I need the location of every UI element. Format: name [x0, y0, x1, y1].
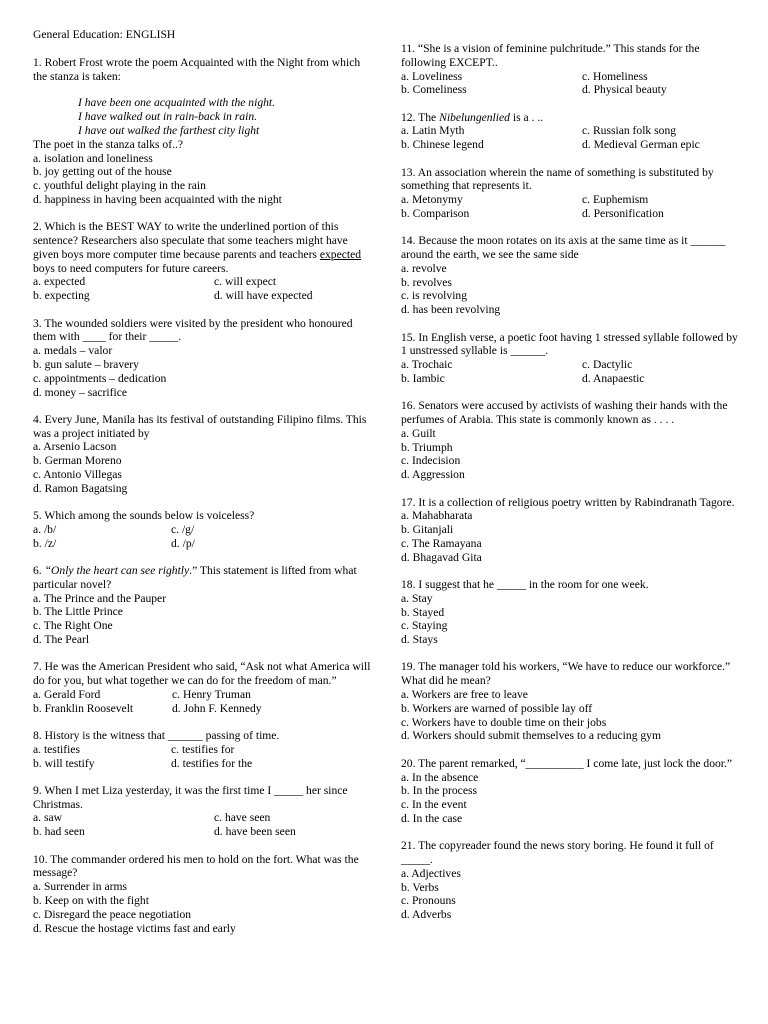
question-stem: 14. Because the moon rotates on its axis at the same time as it ______ around the earth, we see the same side [401, 234, 726, 262]
work-title: Nibelungenlied [439, 110, 510, 124]
option-d: d. Ramon Bagatsing [33, 481, 128, 495]
poem-line: I have out walked the farthest city light [78, 123, 260, 137]
option-d: d. Rescue the hostage victims fast and early [33, 921, 236, 935]
option-c: c. Euphemism [582, 193, 649, 207]
option-c: c. will expect [214, 275, 277, 289]
option-a: a. medals – valor [33, 344, 113, 358]
option-a: a. The Prince and the Pauper [33, 591, 167, 605]
option-c: c. Pronouns [401, 894, 456, 908]
option-d: d. Personification [582, 206, 664, 220]
option-a: a. isolation and loneliness [33, 151, 153, 165]
option-d: d. John F. Kennedy [172, 701, 262, 715]
question-20 [401, 757, 746, 826]
option-a: a. Adjectives [401, 866, 461, 880]
question-13 [401, 166, 746, 221]
question-15 [401, 331, 746, 386]
option-d: d. happiness in having been acquainted with the night [33, 192, 282, 206]
option-a: a. Surrender in arms [33, 880, 128, 894]
option-a: a. Arsenio Lacson [33, 440, 117, 454]
question-17 [401, 496, 746, 565]
question-stem: 17. It is a collection of religious poetry written by Rabindranath Tagore. [401, 495, 735, 509]
option-d: d. Bhagavad Gita [401, 550, 482, 564]
option-b: b. Franklin Roosevelt [33, 701, 134, 715]
question-stem: 8. History is the witness that ______ passing of time. [33, 728, 280, 742]
question-stem [401, 111, 746, 125]
question-8 [33, 729, 371, 770]
option-b: b. German Moreno [33, 454, 122, 468]
option-c: c. In the event [401, 798, 467, 812]
option-b: b. Stayed [401, 605, 445, 619]
option-a: a. testifies [33, 742, 81, 756]
option-a: a. In the absence [401, 770, 479, 784]
question-10 [33, 853, 371, 936]
question-stem: 6. “Only the heart can see rightly.” This statement is lifted from what particular novel? [33, 564, 357, 591]
poem-line: I have walked out in rain-back in rain. [78, 110, 258, 124]
options-grid [33, 811, 371, 839]
option-c: c. appointments – dedication [33, 371, 167, 385]
stem-part: 2. Which is the BEST WAY to write the underlined portion of this sentence? Researchers also speculate that some teachers might have given boys more computer time because parents and teachers [33, 220, 348, 261]
options-grid [33, 275, 371, 303]
option-a: a. saw [33, 811, 62, 825]
option-d: d. have been seen [214, 825, 296, 839]
option-b: b. gun salute – bravery [33, 357, 139, 371]
option-b: b. Comeliness [401, 83, 467, 97]
question-3 [33, 317, 371, 400]
option-c: c. /g/ [171, 522, 195, 536]
option-c: c. Henry Truman [172, 687, 251, 701]
quoted-statement: “Only the heart can see rightly [44, 564, 190, 577]
question-14 [401, 234, 746, 317]
option-b: b. Workers are warned of possible lay off [401, 701, 593, 715]
question-followup: The poet in the stanza talks of..? [33, 137, 184, 151]
option-d: d. Workers should submit themselves to a reducing gym [401, 729, 661, 743]
stem-part: boys to need computers for future careers. [33, 261, 229, 275]
stem-part: is a . .. [509, 110, 544, 124]
document-title: General Education: ENGLISH [33, 28, 176, 41]
option-b: b. will testify [33, 756, 95, 770]
option-c: c. Homeliness [582, 69, 648, 83]
left-column [33, 28, 371, 949]
question-stem: 13. An association wherein the name of something is substituted by something that represents it. [401, 165, 714, 193]
option-b: b. Gitanjali [401, 523, 454, 537]
option-b: b. The Little Prince [33, 605, 123, 619]
option-c: c. The Right One [33, 619, 113, 633]
option-d: d. Stays [401, 633, 438, 647]
right-column [401, 42, 746, 936]
option-a: a. Loveliness [401, 69, 463, 83]
option-b: b. had seen [33, 825, 85, 839]
options-grid [401, 193, 746, 221]
option-a: a. Mahabharata [401, 509, 473, 523]
option-d: d. Aggression [401, 468, 465, 482]
options-grid [401, 70, 746, 98]
question-stem: 9. When I met Liza yesterday, it was the first time I _____ her since Christmas. [33, 783, 348, 811]
option-a: a. Stay [401, 591, 433, 605]
poem-stanza [78, 96, 371, 137]
option-a: a. Gerald Ford [33, 687, 101, 701]
option-b: b. Keep on with the fight [33, 893, 149, 907]
question-stem: 18. I suggest that he _____ in the room for one week. [401, 578, 649, 591]
question-stem: 15. In English verse, a poetic foot having 1 stressed syllable followed by 1 unstressed syllable is ______. [401, 330, 738, 358]
question-stem [33, 220, 371, 275]
question-stem: 5. Which among the sounds below is voiceless? [33, 509, 255, 523]
option-d: d. In the case [401, 811, 463, 825]
option-d: d. Anapaestic [582, 371, 645, 385]
option-a: a. Metonymy [401, 193, 463, 207]
option-b: b. Verbs [401, 880, 439, 894]
option-a: a. Guilt [401, 426, 436, 440]
question-1 [33, 56, 371, 207]
question-7 [33, 660, 371, 715]
question-stem: 16. Senators were accused by activists of washing their hands with the perfumes of Arabia. This state is commonly known as . . . . [401, 399, 728, 427]
question-stem: 11. “She is a vision of feminine pulchritude.” This stands for the following EXCEPT.. [401, 42, 700, 69]
options-grid [401, 124, 746, 152]
option-b: b. revolves [401, 275, 452, 289]
option-c: c. The Ramayana [401, 536, 482, 550]
option-d: d. testifies for the [171, 756, 253, 770]
question-stem: 7. He was the American President who said, “Ask not what America will do for you, but what together we can do for the freedom of man.” [33, 660, 371, 688]
underlined-word: expected [319, 247, 362, 261]
question-stem: 19. The manager told his workers, “We have to reduce our workforce.” What did he mean? [401, 660, 731, 688]
option-a: a. expected [33, 275, 86, 289]
question-12 [401, 111, 746, 152]
option-b: b. expecting [33, 289, 90, 303]
option-a: a. revolve [401, 261, 447, 275]
option-a: a. Trochaic [401, 358, 453, 372]
option-b: b. Iambic [401, 371, 445, 385]
option-a: a. Workers are free to leave [401, 688, 528, 702]
question-11 [401, 42, 746, 97]
option-d: d. Physical beauty [582, 83, 667, 97]
option-c: c. Indecision [401, 454, 461, 468]
question-9 [33, 784, 371, 839]
option-c: c. Russian folk song [582, 124, 677, 138]
option-d: d. The Pearl [33, 632, 90, 646]
question-6 [33, 564, 371, 647]
question-21 [401, 839, 746, 922]
question-stem: 4. Every June, Manila has its festival of outstanding Filipino films. This was a project initiated by [33, 412, 367, 440]
question-stem: 1. Robert Frost wrote the poem Acquainted with the Night from which the stanza is taken: [33, 55, 361, 83]
question-4 [33, 413, 371, 496]
question-stem: 21. The copyreader found the news story boring. He found it full of _____. [401, 839, 714, 867]
option-b: b. Chinese legend [401, 138, 484, 152]
option-c: c. youthful delight playing in the rain [33, 179, 206, 193]
option-c: c. have seen [214, 811, 271, 825]
option-d: d. /p/ [171, 536, 195, 550]
question-2 [33, 220, 371, 303]
option-d: d. has been revolving [401, 303, 501, 317]
question-5 [33, 509, 371, 550]
question-19 [401, 660, 746, 743]
option-d: d. will have expected [214, 289, 313, 303]
option-b: b. /z/ [33, 536, 57, 550]
option-c: c. is revolving [401, 289, 468, 303]
question-stem: 3. The wounded soldiers were visited by the president who honoured them with ____ for their _____. [33, 316, 353, 344]
option-c: c. Workers have to double time on their jobs [401, 715, 607, 729]
question-stem: 10. The commander ordered his men to hold on the fort. What was the message? [33, 852, 359, 880]
option-d: d. money – sacrifice [33, 385, 128, 399]
poem-line: I have been one acquainted with the night. [78, 96, 276, 110]
option-d: d. Adverbs [401, 908, 452, 922]
option-a: a. /b/ [33, 522, 57, 536]
options-grid [33, 688, 371, 716]
stem-part: .” This statement is lifted from what particular novel? [33, 564, 357, 591]
option-c: c. testifies for [171, 742, 235, 756]
question-16 [401, 399, 746, 482]
option-d: d. Medieval German epic [582, 138, 700, 152]
question-stem: 20. The parent remarked, “__________ I come late, just lock the door.” [401, 756, 733, 770]
option-c: c. Disregard the peace negotiation [33, 907, 192, 921]
option-c: c. Dactylic [582, 358, 633, 372]
options-grid [33, 743, 371, 771]
option-b: b. Comparison [401, 206, 470, 220]
question-18 [401, 578, 746, 647]
option-b: b. In the process [401, 784, 477, 798]
option-b: b. Triumph [401, 440, 453, 454]
stem-part: 12. The [401, 110, 440, 124]
options-grid [33, 523, 371, 551]
option-c: c. Antonio Villegas [33, 468, 122, 482]
option-a: a. Latin Myth [401, 124, 465, 138]
option-b: b. joy getting out of the house [33, 165, 172, 179]
option-c: c. Staying [401, 619, 448, 633]
options-grid [401, 358, 746, 386]
